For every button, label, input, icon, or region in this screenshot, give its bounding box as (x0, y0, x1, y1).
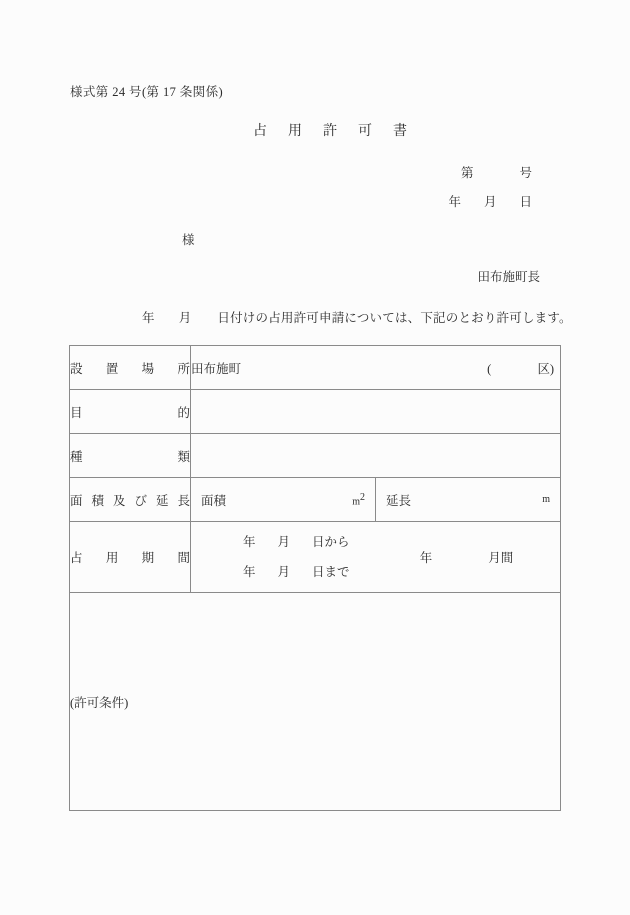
row-value-length[interactable] (376, 478, 561, 522)
occupancy-period-dates (201, 527, 391, 587)
period-from-month: 月 (277, 535, 291, 549)
table-row (70, 593, 561, 811)
area-field-label: 面積 (201, 493, 227, 508)
row-value-area[interactable] (191, 478, 376, 522)
table-row (70, 522, 561, 593)
row-label-purpose: 目的 (70, 390, 191, 434)
row-label-install-location: 設置場所 (70, 346, 191, 390)
issue-date-day: 日 (519, 195, 532, 209)
area-unit: $m^2$ (352, 491, 365, 508)
row-label-occupancy-period: 占用期間 (70, 522, 191, 593)
page-title: 占用許可書 (253, 124, 428, 139)
permit-number-label: 第 (460, 166, 474, 180)
row-label-area-and-length: 面積及び延長 (70, 478, 191, 522)
row-value-install-location[interactable] (191, 346, 561, 390)
period-to-year: 年 (243, 565, 256, 579)
period-to-month: 月 (277, 565, 291, 579)
period-to-line (243, 557, 391, 587)
body-month: 月 (178, 311, 192, 325)
row-value-type[interactable] (191, 434, 561, 478)
issuer-name: 田布施町長 (477, 270, 540, 284)
table-row (70, 478, 561, 522)
period-from-line (243, 527, 391, 557)
issue-date-line (300, 192, 532, 210)
form-number: 様式第 24 号(第 17 条関係) (70, 85, 224, 99)
body-sentence (142, 308, 572, 326)
period-to-day: 日まで (312, 565, 350, 579)
period-from-day: 日から (312, 535, 350, 549)
addressee-honorific: 様 (182, 233, 195, 247)
table-row (70, 434, 561, 478)
row-value-occupancy-period[interactable] (191, 522, 561, 593)
table-row (70, 390, 561, 434)
duration-month: 月間 (488, 551, 514, 565)
permit-number-line (300, 163, 532, 181)
period-from-year: 年 (243, 535, 256, 549)
permit-conditions-label: (許可条件) (70, 695, 129, 710)
body-year: 年 (142, 311, 155, 325)
permit-details-table (69, 345, 561, 811)
permit-number-unit: 号 (519, 166, 532, 180)
body-rest: 日付けの占用許可申請については、下記のとおり許可します。 (217, 311, 572, 325)
length-unit: m (542, 494, 550, 505)
duration-year: 年 (419, 551, 433, 565)
issue-date-year: 年 (448, 195, 461, 209)
row-value-purpose[interactable] (191, 390, 561, 434)
row-label-type: 種類 (70, 434, 191, 478)
permit-conditions-cell[interactable] (70, 593, 561, 811)
install-location-town: 田布施町 (191, 361, 242, 376)
occupancy-period-duration (391, 548, 550, 566)
length-field-label: 延長 (386, 493, 412, 508)
install-location-district: ( 区) (487, 361, 554, 376)
issue-date-month: 月 (483, 195, 497, 209)
table-row (70, 346, 561, 390)
